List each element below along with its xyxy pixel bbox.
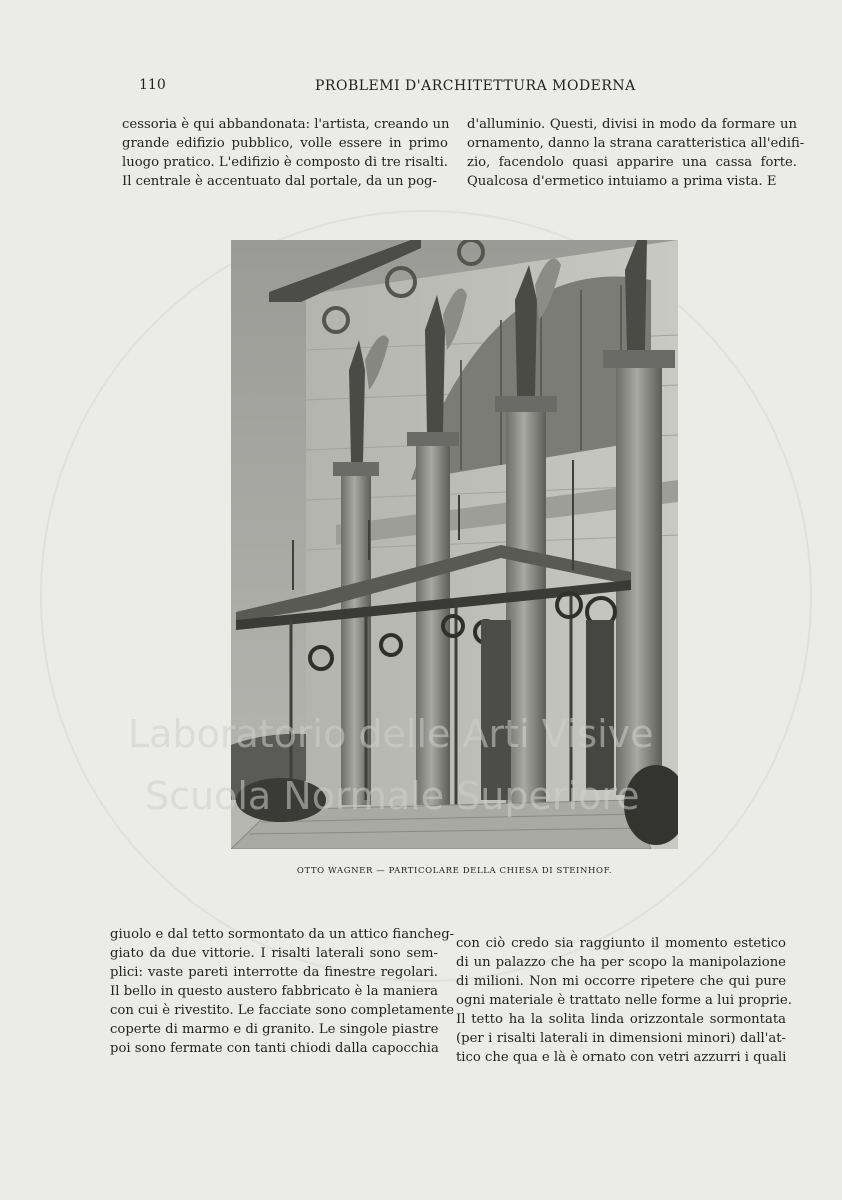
text-line: Il centrale è accentuato dal portale, da un pog- xyxy=(122,174,437,189)
text-line: ornamento, danno la strana caratteristica all'edifi- xyxy=(467,136,805,151)
text-column-top-right xyxy=(467,115,805,191)
text-line: Il tetto ha la solita linda orizzontale sormontata xyxy=(456,1012,786,1027)
photograph-steinhof-church-portal xyxy=(231,240,678,849)
text-line: d'alluminio. Questi, divisi in modo da formare un xyxy=(467,117,797,132)
text-line: grande edifizio pubblico, volle essere in primo xyxy=(122,136,448,151)
text-line: di un palazzo che ha per scopo la manipolazione xyxy=(456,955,786,970)
text-line: di milioni. Non mi occorre ripetere che qui pure xyxy=(456,974,786,989)
running-title: PROBLEMI D'ARCHITETTURA MODERNA xyxy=(315,78,636,94)
text-line: tico che qua e là è ornato con vetri azzurri i quali xyxy=(456,1050,787,1065)
text-line: coperte di marmo e di granito. Le singole piastre xyxy=(110,1022,439,1037)
photo-illustration xyxy=(231,240,678,849)
text-column-bottom-left xyxy=(110,925,455,1058)
text-line: cessoria è qui abbandonata: l'artista, creando un xyxy=(122,117,450,132)
text-line: giuolo e dal tetto sormontato da un attico fiancheg- xyxy=(110,927,455,942)
watermark-line-2: Scuola Normale Superiore xyxy=(145,774,640,818)
watermark-line-1: Laboratorio delle Arti Visive xyxy=(128,712,654,756)
text-column-top-left xyxy=(122,115,448,191)
text-line: luogo pratico. L'edifizio è composto di tre risalti. xyxy=(122,155,448,170)
text-column-bottom-right xyxy=(456,934,792,1067)
text-line: con ciò credo sia raggiunto il momento estetico xyxy=(456,936,786,951)
text-line: plici: vaste pareti interrotte da finestre regolari. xyxy=(110,965,438,980)
text-line: zio, facendolo quasi apparire una cassa forte. xyxy=(467,155,797,170)
text-line: giato da due vittorie. I risalti laterali sono sem- xyxy=(110,946,438,961)
text-line: Qualcosa d'ermetico intuiamo a prima vista. E xyxy=(467,174,777,189)
text-line: ogni materiale è trattato nelle forme a lui proprie. xyxy=(456,993,792,1008)
text-line: Il bello in questo austero fabbricato è la maniera xyxy=(110,984,438,999)
text-line: con cui è rivestito. Le facciate sono completamente xyxy=(110,1003,455,1018)
page-number: 110 xyxy=(139,77,166,93)
figure-caption: OTTO WAGNER — PARTICOLARE DELLA CHIESA DI STEINHOF. xyxy=(296,866,613,876)
text-line: (per i risalti laterali in dimensioni minori) dall'at- xyxy=(456,1031,786,1046)
text-line: poi sono fermate con tanti chiodi dalla capocchia xyxy=(110,1041,439,1056)
